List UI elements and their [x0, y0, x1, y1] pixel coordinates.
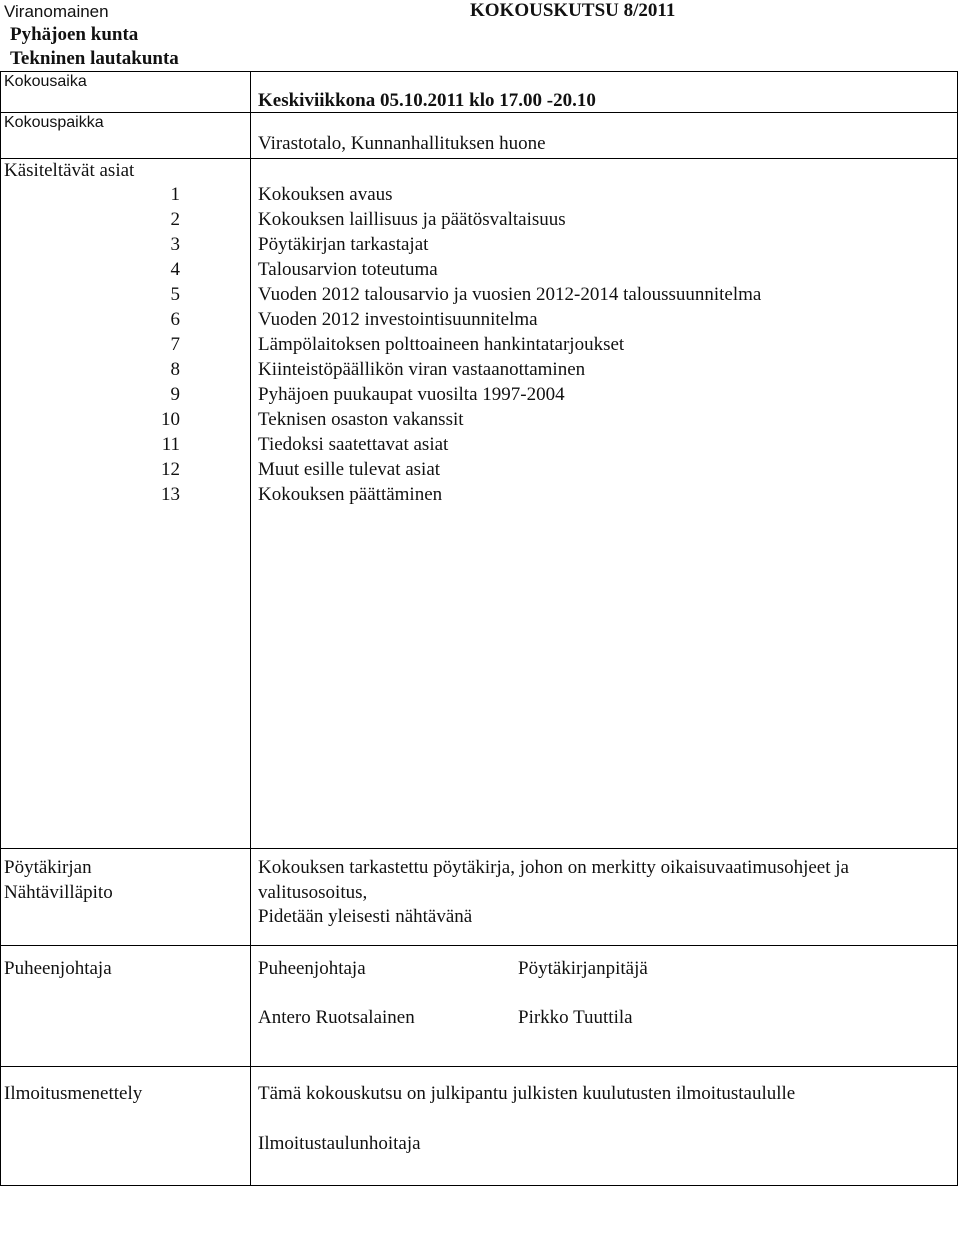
agenda-item-text: Muut esille tulevat asiat [258, 459, 441, 480]
authority-label: Viranomainen [4, 2, 109, 21]
agenda-item-number: 7 [170, 334, 180, 355]
row-divider [0, 945, 958, 946]
agenda-item [0, 257, 958, 282]
agenda-item-number: 5 [170, 284, 180, 305]
agenda-item-text: Kiinteistöpäällikön viran vastaanottaminen [258, 359, 586, 380]
agenda-item-text: Pyhäjoen puukaupat vuosilta 1997-2004 [258, 384, 565, 405]
agenda-item-text: Pöytäkirjan tarkastajat [258, 234, 429, 255]
agenda-item-number: 1 [170, 184, 180, 205]
agenda-item-text: Vuoden 2012 investointisuunnitelma [258, 309, 538, 330]
agenda-item [0, 307, 958, 332]
agenda-item-text: Teknisen osaston vakanssit [258, 409, 464, 430]
minutes-text-line2: valitusosoitus, [258, 882, 368, 903]
secretary-name: Pirkko Tuuttila [518, 1007, 633, 1028]
minutes-text-line1: Kokouksen tarkastettu pöytäkirja, johon on merkitty oikaisuvaatimusohjeet ja [258, 857, 849, 878]
notice-signer: Ilmoitustaulunhoitaja [258, 1133, 421, 1154]
agenda-item [0, 232, 958, 257]
agenda-item-number: 9 [170, 384, 180, 405]
agenda-item [0, 182, 958, 207]
agenda-item-text: Talousarvion toteutuma [258, 259, 438, 280]
row-divider [0, 158, 958, 159]
agenda-item-text: Kokouksen laillisuus ja päätösvaltaisuus [258, 209, 566, 230]
meeting-time-label: Kokousaika [4, 73, 87, 90]
agenda-item [0, 332, 958, 357]
agenda-item-text: Kokouksen avaus [258, 184, 393, 205]
agenda-item-text: Vuoden 2012 talousarvio ja vuosien 2012-2014 taloussuunnitelma [258, 284, 762, 305]
signatures-label: Puheenjohtaja [4, 958, 112, 979]
agenda-item-number: 6 [170, 309, 180, 330]
agenda-item [0, 432, 958, 457]
municipality-name: Pyhäjoen kunta [10, 24, 139, 45]
table-bottom-border [0, 1185, 958, 1186]
agenda-item [0, 282, 958, 307]
board-name: Tekninen lautakunta [10, 48, 179, 69]
agenda-item-text: Tiedoksi saatettavat asiat [258, 434, 449, 455]
agenda-item-number: 10 [161, 409, 180, 430]
agenda-item [0, 357, 958, 382]
minutes-text-line3: Pidetään yleisesti nähtävänä [258, 906, 473, 927]
agenda-item-number: 11 [161, 434, 180, 455]
minutes-label-line2: Nähtävilläpito [4, 882, 113, 903]
agenda-item-text: Kokouksen päättäminen [258, 484, 443, 505]
agenda-item-number: 3 [170, 234, 180, 255]
row-divider [0, 112, 958, 113]
document-title: KOKOUSKUTSU 8/2011 [470, 0, 676, 21]
agenda-item [0, 207, 958, 232]
meeting-time-value: Keskiviikkona 05.10.2011 klo 17.00 -20.10 [258, 90, 596, 111]
minutes-label-line1: Pöytäkirjan [4, 857, 92, 878]
table-top-border [0, 71, 958, 72]
agenda-item-number: 12 [161, 459, 180, 480]
agenda-item [0, 382, 958, 407]
agenda-item [0, 482, 958, 507]
secretary-title: Pöytäkirjanpitäjä [518, 958, 648, 979]
meeting-place-label: Kokouspaikka [4, 114, 104, 131]
row-divider [0, 1066, 958, 1067]
agenda-item-number: 4 [170, 259, 180, 280]
notice-label: Ilmoitusmenettely [4, 1083, 143, 1104]
agenda-item-number: 8 [170, 359, 180, 380]
agenda-item-number: 13 [161, 484, 180, 505]
row-divider [0, 848, 958, 849]
agenda-item-number: 2 [170, 209, 180, 230]
agenda-label: Käsiteltävät asiat [4, 160, 135, 181]
notice-text: Tämä kokouskutsu on julkipantu julkisten kuulutusten ilmoitustaululle [258, 1083, 796, 1104]
agenda-item [0, 407, 958, 432]
chair-name: Antero Ruotsalainen [258, 1007, 415, 1028]
meeting-place-value: Virastotalo, Kunnanhallituksen huone [258, 133, 546, 154]
agenda-item-text: Lämpölaitoksen polttoaineen hankintatarjoukset [258, 334, 625, 355]
agenda-item [0, 457, 958, 482]
chair-title: Puheenjohtaja [258, 958, 366, 979]
